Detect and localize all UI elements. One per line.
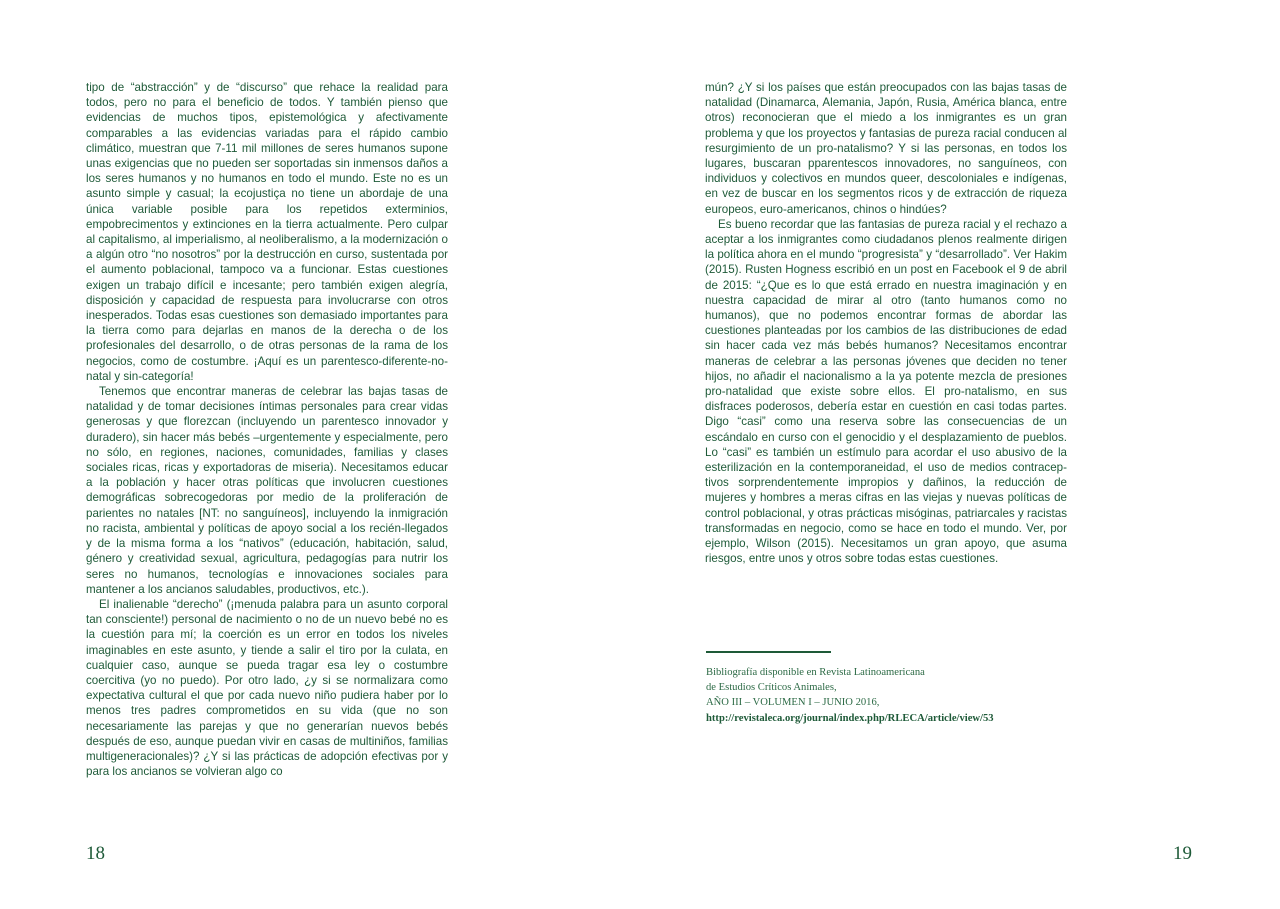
paragraph: El inalienable “derecho” (¡menuda palabra para un asunto corporal tan consciente!) personal de nacimiento o no de un nuevo bebé no es la cuestión para mí; la coerción es un error en todos los niveles imaginables en este asunto, y tiende a salir el tiro por la culata, en cualquier caso, aunque se pueda tragar esa ley o costumbre coercitiva (yo no puedo). Por otro lado, ¿y si se normalizara como expectativa cultural el que por cada nuevo niño pudiera haber por lo menos tres padres comprometidos en su vida (que no son necesariamente las parejas y que no generarían nuevos bebés después de eso, aunque puedan vivir en casas de multiniños, familias multigeneracionales)? ¿Y si las prácticas de adopción efectivas por y para los ancianos se volvieran algo co <box>86 597 448 779</box>
paragraph: mún? ¿Y si los países que están preocupados con las bajas tasas de natalidad (Dinamarca, Alemania, Japón, Rusia, América blanca, entre otros) reconocieran que el miedo a los inmigrantes es un gran problema y que los proyectos y fantasias de pureza racial conducen al resurgimiento de un pro-natalismo? Y si las personas, en todos los lugares, buscaran pparentescos innovadores, no sanguíneos, con individuos y colectivos en mundos queer, descoloniales e indígenas, en vez de buscar en los segmentos ricos y de extracción de riqueza europeos, euro-americanos, chinos o hindúes? <box>705 81 1067 216</box>
page-number: 18 <box>86 843 105 864</box>
paragraph: Es bueno recordar que las fantasias de pureza racial y el rechazo a aceptar a los inmigrantes como ciudadanos plenos realmente dirigen la política ahora en el mundo “progresista” y “desarrollado”. Ver Hakim (2015). Rusten Hogness escribió en un post en Facebook el 9 de abril de 2015: “¿Que es lo que está errado en nuestra imaginación y en nuestra capacidad de mirar al otro (tanto humanos como no humanos), que no podemos encontrar formas de abordar las cuestiones planteadas por los cambios de las distribuciones de edad sin hacer cada vez más bebés humanos? Necesitamos encontrar maneras de celebrar a las personas jóvenes que deciden no tener hijos, no añadir el nacionalismo a la ya potente mezcla de presiones pro-natalidad que existe sobre ellos. El pro-natalismo, en sus disfraces poderosos, debería estar en cuestión en casi todas partes. Digo “casi” como una reserva sobre las consecuencias de un escándalo en curso con el genocidio y el desplazamiento de pueblos. Lo “casi” es también un estímulo para acordar el uso abusivo de la esterilización en la contemporaneidad, el uso de medios contraceptivos sorprendentemente impropios y dañinos, la reducción de mujeres y hombres a meras cifras en las viejas y nuevas políticas de control poblacional, y otras prácticas misóginas, patriarcales y racistas transformadas en negocio, como se hace en todo el mundo. Ver, por ejemplo, Wilson (2015). Necesitamos un gran apoyo, que asuma riesgos, entre unos y otros sobre todas estas cuestiones. <box>705 217 1067 566</box>
footnote-divider <box>706 651 831 653</box>
bibliography-footnote <box>706 665 1126 726</box>
right-text-column <box>705 80 1067 567</box>
page-number: 19 <box>1173 843 1192 864</box>
left-text-column <box>86 80 448 779</box>
bibliography-link[interactable]: http://revistaleca.org/journal/index.php/RLECA/article/view/53 <box>706 712 994 724</box>
footnote-line: de Estudios Críticos Animales, <box>706 682 837 694</box>
right-page <box>640 0 1280 909</box>
footnote-line: Bibliografía disponible en Revista Latinoamericana <box>706 667 925 678</box>
paragraph: Tenemos que encontrar maneras de celebrar las bajas tasas de natalidad y de tomar decisiones íntimas personales para crear vidas generosas y que florezcan (incluyendo un parentesco innovador y duradero), sin hacer más bebés –urgentemente y especialmente, pero no sólo, en regiones, naciones, comunidades, familias y clases sociales ricas, ricas y exportadoras de miseria). Necesitamos educar a la población y hacer otras políticas que involucren cuestiones demográficas sobrecogedoras por medio de la proliferación de parientes no natales [NT: no sanguíneos], incluyendo la inmigración no racista, ambiental y políticas de apoyo social a los recién-llegados y de la misma forma a los “nativos” (educación, habitación, salud, género y creatividad sexual, agricultura, pedagogías para nutrir los seres no humanos, tecnologías e innovaciones sociales para mantener a los ancianos saludables, productivos, etc.). <box>86 385 448 596</box>
paragraph: tipo de “abstracción” y de “discurso” que rehace la realidad para todos, pero no para el beneficio de todos. Y también pienso que evidencias de muchos tipos, epistemológica y afectivamente comparables a las evidencias variadas para el rápido cambio climático, muestran que 7-11 mil millones de seres humanos supone unas exigencias que no pueden ser soportadas sin inmensos daños a los seres humanos y no humanos en todo el mundo. Este no es un asunto simple y casual; la ecojustiça no tiene un abordaje de una única variable posible para los repetidos exterminios, empobrecimentos y extinciones en la tierra actualmente. Pero culpar al capitalismo, al imperialismo, al neoliberalismo, a la modernización o a algún otro “no nosotros” por la destrucción en curso, sustentada por el aumento poblacional, tampoco va a funcionar. Estas cuestiones exigen un trabajo difícil e incesante; pero también exigen alegría, disposición y capacidad de respuesta para involucrarse con otros inesperados. Todas esas cuestiones son demasiado importantes para la tierra como para dejarlas en manos de la derecha o de los profesionales del desarrollo, o de otras personas de la rama de los negocios, como de costumbre. ¡Aquí es un parentesco-diferente-no-natal y sin-categoría! <box>86 81 448 383</box>
footnote-line: AÑO III – VOLUMEN I – JUNIO 2016, <box>706 697 880 709</box>
